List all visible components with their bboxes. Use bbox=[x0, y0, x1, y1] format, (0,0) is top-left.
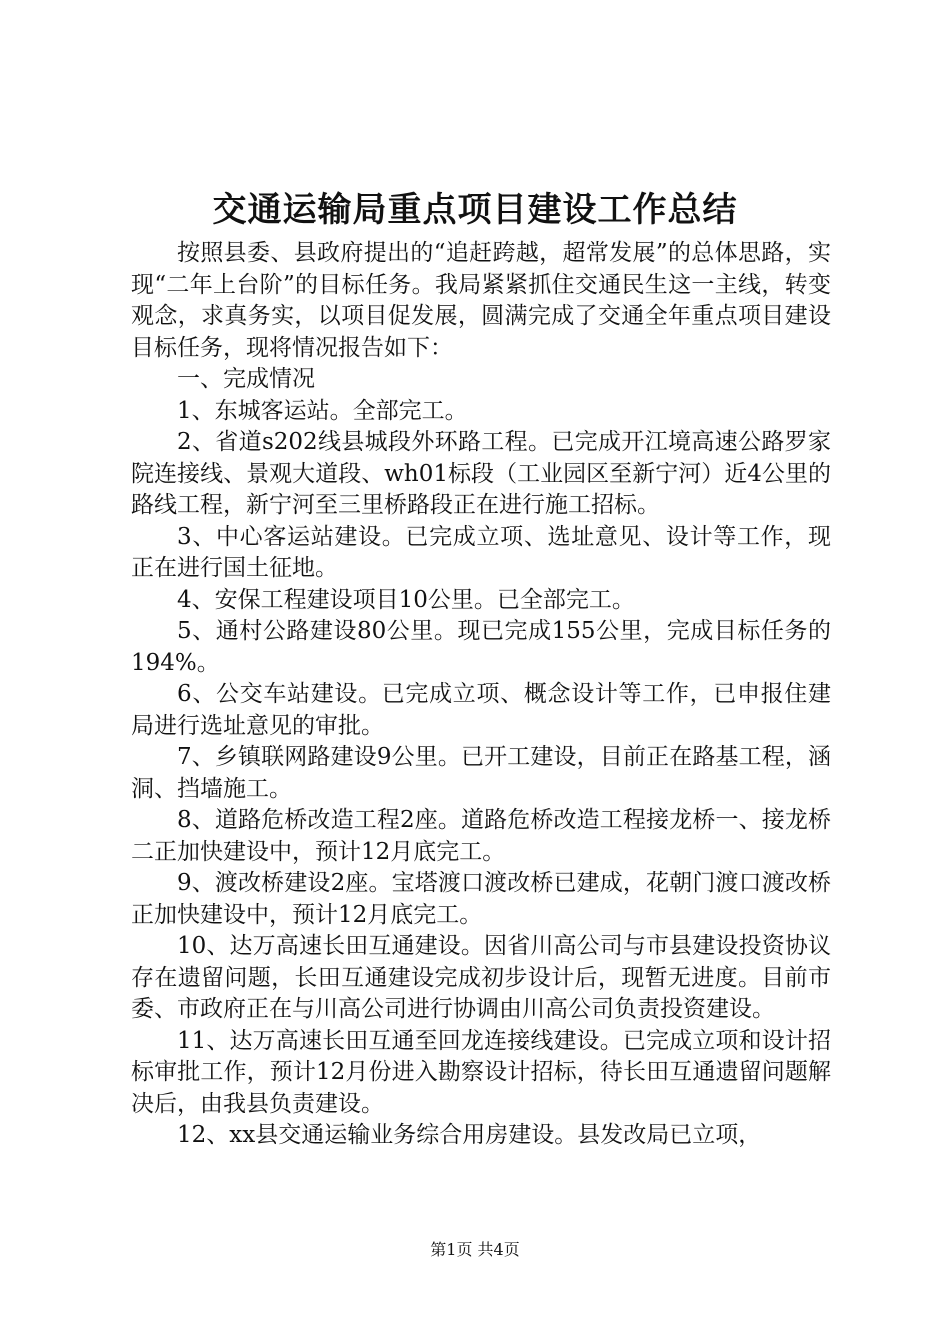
list-item: 6、公交车站建设。已完成立项、概念设计等工作，已申报住建局进行选址意见的审批。 bbox=[131, 681, 831, 739]
list-item: 3、中心客运站建设。已完成立项、选址意见、设计等工作，现正在进行国土征地。 bbox=[131, 523, 831, 581]
section-heading: 一、完成情况 bbox=[177, 366, 315, 392]
list-item: 5、通村公路建设80公里。现已完成155公里，完成目标任务的194%。 bbox=[131, 618, 831, 676]
list-item: 4、安保工程建设项目10公里。已全部完工。 bbox=[177, 586, 635, 613]
list-item: 1、东城客运站。全部完工。 bbox=[177, 397, 468, 424]
list-item: 9、渡改桥建设2座。宝塔渡口渡改桥已建成，花朝门渡口渡改桥正加快建设中，预计12月底完工。 bbox=[131, 870, 831, 928]
page-footer bbox=[0, 1239, 950, 1261]
list-item: 12、xx县交通运输业务综合用房建设。县发改局已立项， bbox=[177, 1122, 762, 1148]
list-item: 8、道路危桥改造工程2座。道路危桥改造工程接龙桥一、接龙桥二正加快建设中，预计12月底完工。 bbox=[131, 807, 831, 865]
document-title: 交通运输局重点项目建设工作总结 bbox=[212, 190, 738, 230]
list-item: 11、达万高速长田互通至回龙连接线建设。已完成立项和设计招标审批工作，预计12月份进入勘察设计招标，待长田互通遗留问题解决后，由我县负责建设。 bbox=[131, 1027, 831, 1117]
list-item: 2、省道s202线县城段外环路工程。已完成开江境高速公路罗家院连接线、景观大道段、wh01标段（工业园区至新宁河）近4公里的路线工程，新宁河至三里桥路段正在进行施工招标。 bbox=[131, 429, 831, 518]
list-item: 10、达万高速长田互通建设。因省川高公司与市县建设投资协议存在遗留问题，长田互通建设完成初步设计后，现暂无进度。目前市委、市政府正在与川高公司进行协调由川高公司负责投资建设。 bbox=[131, 933, 831, 1022]
list-item: 7、乡镇联网路建设9公里。已开工建设，目前正在路基工程，涵洞、挡墙施工。 bbox=[131, 744, 831, 802]
paragraph-intro: 按照县委、县政府提出的“追赶跨越，超常发展”的总体思路，实现“二年上台阶”的目标任务。我局紧紧抓住交通民生这一主线，转变观念，求真务实，以项目促发展，圆满完成了交通全年重点项目建设目标任务，现将情况报告如下： bbox=[131, 240, 831, 361]
document-body bbox=[131, 238, 831, 1152]
page-number: 第1页 共4页 bbox=[430, 1240, 520, 1259]
